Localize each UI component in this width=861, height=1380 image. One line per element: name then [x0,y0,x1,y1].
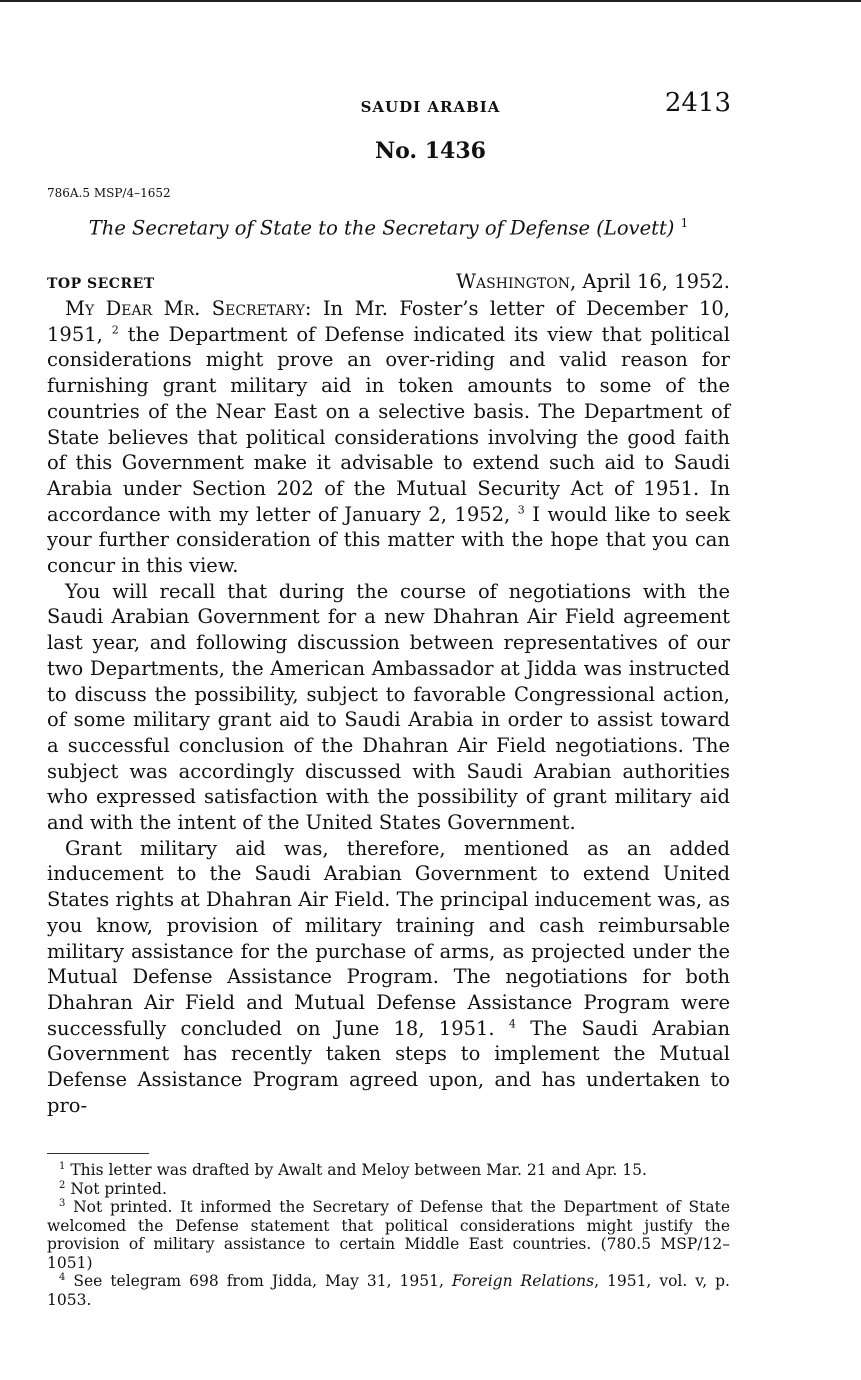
running-head: SAUDI ARABIA [360,98,501,116]
footnote-text: Not printed. It informed the Secretary of Defense that the Department of State welcomed the Defense statement that political considerations might justify the provision of military assistance to certain Middle East countries. (780.5 MSP/12–1051) [47,1198,730,1272]
footnote-text-a: See telegram 698 from Jidda, May 31, 1951, [73,1272,452,1290]
footnote-3 [47,1198,730,1272]
paragraph-1-part-c: I would like to seek your further consideration of this matter with the hope that you can concur in this view. [47,502,731,578]
footnote-mark: 3 [59,1197,66,1209]
page-number: 2413 [664,88,731,118]
footnote-4 [47,1272,730,1309]
footnote-divider [47,1153,149,1154]
footnote-ref-4: 4 [508,1017,516,1031]
footnote-ref-1: 1 [680,216,689,230]
footnote-italic-title: Foreign Relations [451,1272,595,1290]
footnote-mark: 1 [59,1160,66,1172]
document-title [47,216,730,240]
footnotes [47,1161,730,1309]
footnote-text: This letter was drafted by Awalt and Meloy between Mar. 21 and Apr. 15. [70,1161,647,1179]
footnote-2 [47,1180,730,1199]
dateline-place: Washington [456,270,570,293]
paragraph-3 [47,836,730,1119]
document-number: No. 1436 [375,138,486,164]
letter-body [47,296,730,1119]
footnote-mark: 4 [59,1271,66,1283]
footnote-text-b: , 1951, vol. v, p. 1053. [47,1272,730,1309]
footnote-ref-2: 2 [111,323,119,337]
document-title-text: The Secretary of State to the Secretary of Defense (Lovett) [88,216,675,240]
dateline-date: , April 16, 1952. [570,270,730,293]
salutation: My Dear Mr. Secretary [65,297,305,320]
file-code: 786A.5 MSP/4–1652 [47,186,171,200]
paragraph-3-part-a: Grant military aid was, therefore, mentioned as an added inducement to the Saudi Arabian Government to extend United States rights at Dhahran Air Field. The principal inducement was, as you know, provision of military training and cash reimbursable military assistance for the purchase of arms, as projected under the Mutual Defense Assistance Program. The negotiations for both Dhahran Air Field and Mutual Defense Assistance Program were successfully concluded on June 18, 1951. [47,836,730,1040]
footnote-ref-3: 3 [517,503,525,517]
footnote-mark: 2 [59,1179,66,1191]
footnote-text: Not printed. [70,1179,167,1198]
dateline [456,270,730,293]
paragraph-1-part-a: : In Mr. Foster’s letter of December 10, 1951, [47,297,730,346]
classification-label: TOP SECRET [47,276,155,292]
paragraph-2: You will recall that during the course of negotiations with the Saudi Arabian Government for a new Dhahran Air Field agreement last year, and following discussion between representatives of our two Departments, the American Ambassador at Jidda was instructed to discuss the possibility, subject to favorable Congressional action, of some military grant aid to Saudi Arabia in order to assist toward a successful conclusion of the Dhahran Air Field negotiations. The subject was accordingly discussed with Saudi Arabian authorities who expressed satisfaction with the possibility of grant military aid and with the intent of the United States Government. [47,579,730,835]
paragraph-1-part-b: the Department of Defense indicated its view that political considerations might prove an over-riding and valid reason for furnishing grant military aid in token amounts to some of the countries of the Near East on a selective basis. The Department of State believes that political considerations involving the good faith of this Government make it advisable to extend such aid to Saudi Arabia under Section 202 of the Mutual Security Act of 1951. In accordance with my letter of January 2, 1952, [47,322,730,526]
footnote-1 [47,1161,730,1180]
classification-dateline-row [47,270,730,293]
paragraph-3-part-b: The Saudi Arabian Government has recently taken steps to implement the Mutual Defense Assistance Program agreed upon, and has undertaken to pro- [47,1016,731,1117]
paragraph-1 [47,296,730,579]
